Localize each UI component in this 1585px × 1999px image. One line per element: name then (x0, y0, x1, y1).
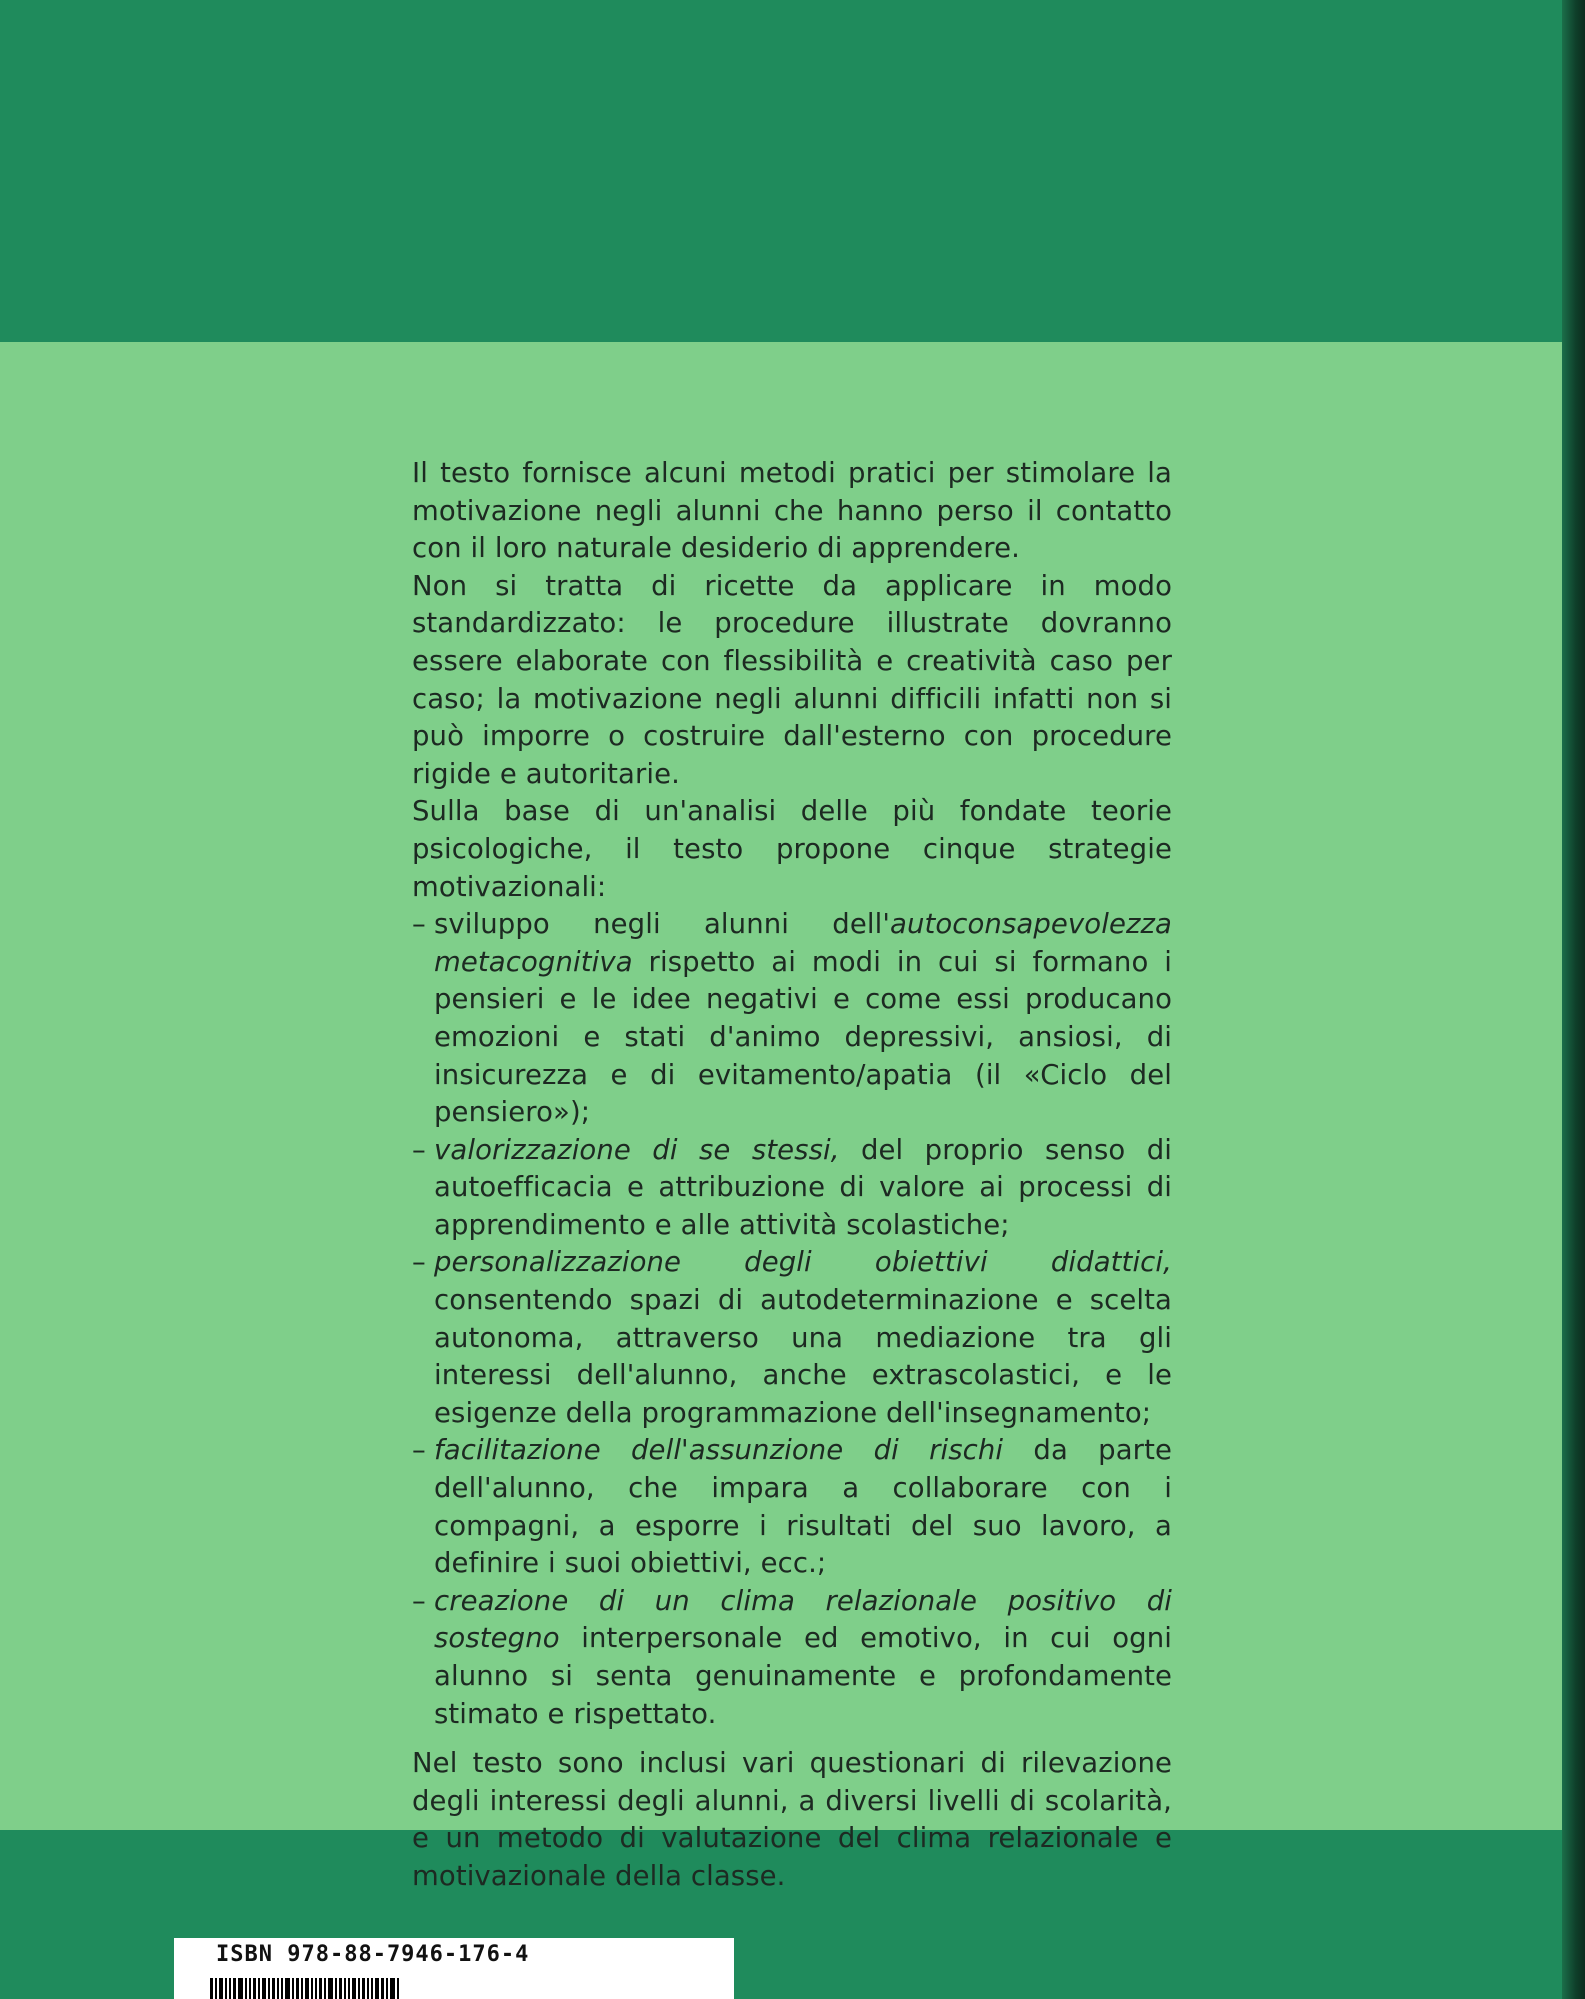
description-paragraph-3: Sulla base di un'analisi delle più fondate teorie psicologiche, il testo propone cinque strategie motivazionali: (412, 795, 1172, 903)
barcode-bar (281, 1978, 283, 1999)
description-paragraph-1: Il testo fornisce alcuni metodi pratici per stimolare la motivazione negli alunni che hanno perso il contatto con il loro naturale desiderio di apprendere. (412, 457, 1172, 565)
barcode-bar (268, 1978, 270, 1999)
strategy-emphasis: personalizzazione degli obiettivi didattici, (434, 1246, 1172, 1279)
barcode-bar (324, 1978, 326, 1999)
strategy-list (412, 906, 1172, 1733)
barcode-bar (371, 1978, 373, 1999)
strategy-item-1 (412, 906, 1172, 1132)
barcode-bar (272, 1978, 275, 1999)
strategy-emphasis: facilitazione dell'assunzione di rischi (434, 1434, 1004, 1467)
barcode-bar (296, 1978, 299, 1999)
barcode-bar (245, 1978, 247, 1999)
barcode-bar (367, 1978, 369, 1999)
list-dash: – (412, 1584, 426, 1617)
barcode-bar (348, 1978, 350, 1999)
barcode-bar (335, 1978, 337, 1999)
strategy-lead: sviluppo negli alunni dell' (434, 908, 890, 941)
strategy-item-5 (412, 1583, 1172, 1733)
barcode-bar (328, 1978, 333, 1999)
barcode-bar (215, 1978, 217, 1999)
barcode-bar (219, 1978, 223, 1999)
barcode-bar (397, 1978, 399, 1999)
strategy-emphasis: autoconsapevolezza metacognitiva (434, 908, 1172, 978)
barcode-bar (277, 1978, 279, 1999)
description-paragraph-4: Nel testo sono inclusi vari questionari di rilevazione degli interessi degli alunni, a diversi livelli di scolarità, e un metodo di valutazione del clima relazionale e motivazionale della classe. (412, 1747, 1172, 1892)
barcode-bar (315, 1978, 317, 1999)
barcode-bar (301, 1978, 303, 1999)
barcode-bar (344, 1978, 346, 1999)
strategy-item-2 (412, 1132, 1172, 1245)
list-dash: – (412, 1434, 426, 1467)
strategy-item-3 (412, 1244, 1172, 1432)
barcode-bar (233, 1978, 236, 1999)
barcode-bar (352, 1978, 356, 1999)
barcode-icon (210, 1978, 510, 1999)
barcode-bar (292, 1978, 294, 1999)
back-cover-description (412, 455, 1172, 1896)
strategy-text: da parte dell'alunno, che impara a collaborare con i compagni, a esporre i risultati del suo lavoro, a definire i suoi obiettivi, ecc.; (434, 1434, 1172, 1580)
barcode-bar (358, 1978, 360, 1999)
strategy-emphasis: valorizzazione di se stessi, (434, 1133, 840, 1166)
barcode-bar (225, 1978, 227, 1999)
barcode-bar (311, 1978, 313, 1999)
barcode-bar (375, 1978, 379, 1999)
strategy-text: interpersonale ed emotivo, in cui ogni alunno si senta genuinamente e profondamente stimato e rispettato. (434, 1622, 1172, 1730)
barcode-bar (390, 1978, 395, 1999)
barcode-bar (238, 1978, 243, 1999)
barcode-bar (386, 1978, 388, 1999)
strategy-text: del proprio senso di autoefficacia e attribuzione di valore ai processi di apprendimento e alle attività scolastiche; (434, 1133, 1172, 1241)
barcode-bar (258, 1978, 260, 1999)
book-spine-edge (1562, 0, 1585, 1999)
barcode-bar (253, 1978, 256, 1999)
barcode-bar (262, 1978, 266, 1999)
strategy-text: rispetto ai modi in cui si formano i pensieri e le idee negativi e come essi producano emozioni e stati d'animo depressivi, ansiosi, di insicurezza e di evitamento/apatia (il «Ciclo del pensiero»); (434, 945, 1172, 1129)
barcode-bar (319, 1978, 322, 1999)
top-color-band (0, 0, 1568, 342)
barcode-bar (305, 1978, 309, 1999)
barcode-bar (249, 1978, 251, 1999)
description-paragraph-2: Non si tratta di ricette da applicare in modo standardizzato: le procedure illustrate dovranno essere elaborate con flessibilità e creatività caso per caso; la motivazione negli alunni difficili infatti non si può imporre o costruire dall'esterno con procedure rigide e autoritarie. (412, 569, 1172, 790)
strategy-text: consentendo spazi di autodeterminazione e scelta autonoma, attraverso una mediazione tra gli interessi dell'alunno, anche extrascolastici, e le esigenze della programmazione dell'insegnamento; (434, 1284, 1172, 1429)
barcode-bar (362, 1978, 365, 1999)
isbn-number: ISBN 978-88-7946-176-4 (216, 1942, 530, 1967)
list-dash: – (412, 1133, 426, 1166)
strategy-emphasis: creazione di un clima relazionale positivo di sostegno (434, 1584, 1172, 1655)
barcode-bar (229, 1978, 231, 1999)
barcode-bar (285, 1978, 290, 1999)
list-dash: – (412, 908, 426, 941)
barcode-bar (381, 1978, 384, 1999)
barcode-bar (210, 1978, 213, 1999)
strategy-item-4 (412, 1432, 1172, 1582)
list-dash: – (412, 1246, 426, 1279)
barcode-bar (339, 1978, 342, 1999)
isbn-label (174, 1938, 734, 1999)
